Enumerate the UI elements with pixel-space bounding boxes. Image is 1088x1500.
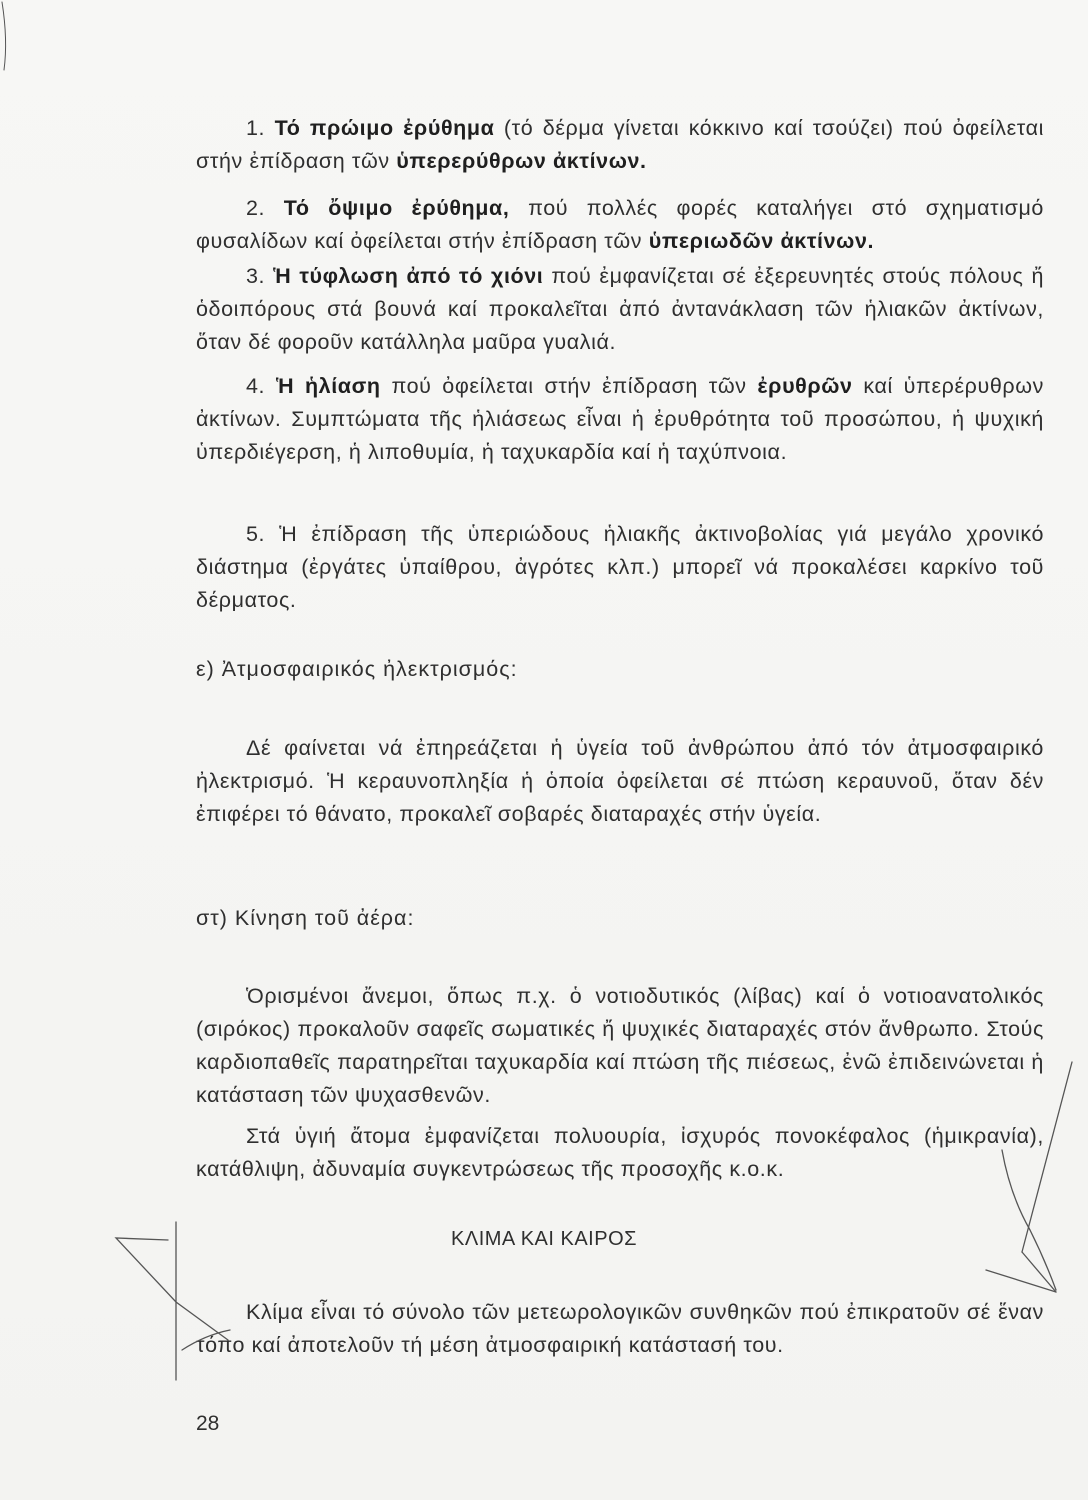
item-text: πού ἐμφανίζεται σέ ἐξερευνητές στούς πόλους ἤ ὁδοιπόρους στά βουνά καί προκαλεῖται ἀπό ἀντανάκλαση τῶν ἡλιακῶν ἀκτίνων, ὅταν δέ φοροῦν κατάλληλα μαῦρα γυαλιά. [196, 264, 1045, 354]
item-term: ἐρυθρῶν [757, 374, 853, 398]
list-item-3 [196, 260, 1044, 359]
paragraph-atmospheric-electricity [196, 732, 1044, 831]
item-text: πού ὀφείλεται στήν ἐπίδραση τῶν [380, 374, 758, 398]
section-heading-atmospheric-electricity: ε) Ἀτμοσφαιρικός ἠλεκτρισμός: [196, 657, 518, 681]
item-term: ὑπερερύθρων ἀκτίνων. [396, 149, 647, 173]
list-item-5 [196, 518, 1044, 617]
item-term: Ἡ ἡλίαση [275, 374, 381, 398]
item-term: Τό ὄψιμο ἐρύθημα, [283, 196, 510, 220]
section-heading-air-movement: στ) Κίνηση τοῦ ἀέρα: [196, 906, 415, 930]
item-text: πού πολλές φορές καταλήγει στό σχηματισμό φυσαλίδων καί ὀφείλεται στήν ἐπίδραση τῶν [196, 196, 1044, 253]
pencil-stroke [1022, 1252, 1056, 1292]
paragraph-text: Ὁρισμένοι ἄνεμοι, ὅπως π.χ. ὁ νοτιοδυτικός (λίβας) καί ὁ νοτιοανατολικός (σιρόκος) προκαλοῦν σαφεῖς σωματικές ἤ ψυχικές διαταραχές στόν ἄνθρωπο. Στούς καρδιοπαθεῖς παρατηρεῖται ταχυκαρδία καί πτώση τῆς πιέσεως, ἐνῶ ἐπιδεινώνεται ἡ κατάσταση τῶν ψυχασθενῶν. [196, 984, 1044, 1107]
pencil-stroke [986, 1270, 1056, 1292]
item-number: 3. [246, 264, 266, 288]
item-term: Τό πρώιμο ἐρύθημα [274, 116, 495, 140]
item-text: Ἡ ἐπίδραση τῆς ὑπεριώδους ἡλιακῆς ἀκτινοβολίας γιά μεγάλο χρονικό διάστημα (ἐργάτες ὑπαίθρου, ἀγρότες κλπ.) μπορεῖ νά προκαλέσει καρκίνο τοῦ δέρματος. [196, 522, 1044, 612]
page-number: 28 [196, 1412, 220, 1435]
item-number: 5. [246, 522, 266, 546]
list-item-1 [196, 112, 1044, 178]
item-text: καί ὑπερέρυθρων ἀκτίνων. Συμπτώματα τῆς ἡλιάσεως εἶναι ἡ ἐρυθρότητα τοῦ προσώπου, ἡ ψυχική ὑπερδιέγερση, ἡ λιποθυμία, ἡ ταχυκαρδία καί ἡ ταχύπνοια. [196, 374, 1044, 464]
paragraph-air-movement-1 [196, 980, 1044, 1112]
item-text: (τό δέρμα γίνεται κόκκινο καί τσούζει) πού ὀφείλεται στήν ἐπίδραση τῶν [196, 116, 1044, 173]
item-number: 4. [246, 374, 266, 398]
paragraph-climate [196, 1296, 1044, 1362]
item-number: 2. [246, 196, 266, 220]
list-item-4 [196, 370, 1044, 469]
paragraph-text: Κλίμα εἶναι τό σύνολο τῶν μετεωρολογικῶν συνθηκῶν πού ἐπικρατοῦν σέ ἕναν τόπο καί ἀποτελοῦν τή μέση ἀτμοσφαιρική κατάστασή του. [196, 1300, 1044, 1357]
item-number: 1. [246, 116, 266, 140]
section-title-climate-weather: ΚΛΙΜΑ ΚΑΙ ΚΑΙΡΟΣ [451, 1228, 637, 1250]
paragraph-text: Δέ φαίνεται νά ἐπηρεάζεται ἡ ὑγεία τοῦ ἀνθρώπου ἀπό τόν ἀτμοσφαιρικό ἠλεκτρισμό. Ἡ κεραυνοπληξία ἡ ὁποία ὀφείλεται σέ πτώση κεραυνοῦ, ὅταν δέν ἐπιφέρει τό θάνατο, προκαλεῖ σοβαρές διαταραχές στήν ὑγεία. [196, 736, 1044, 826]
paragraph-air-movement-2 [196, 1120, 1044, 1186]
paragraph-text: Στά ὑγιή ἄτομα ἐμφανίζεται πολυουρία, ἰσχυρός πονοκέφαλος (ἡμικρανία), κατάθλιψη, ἀδυναμία συγκεντρώσεως τῆς προσοχῆς κ.ο.κ. [196, 1124, 1044, 1181]
item-term: Ἡ τύφλωση ἀπό τό χιόνι [273, 264, 544, 288]
pencil-stroke [2, 2, 6, 70]
item-term: ὑπεριωδῶν ἀκτίνων. [648, 229, 875, 253]
list-item-2 [196, 192, 1044, 258]
